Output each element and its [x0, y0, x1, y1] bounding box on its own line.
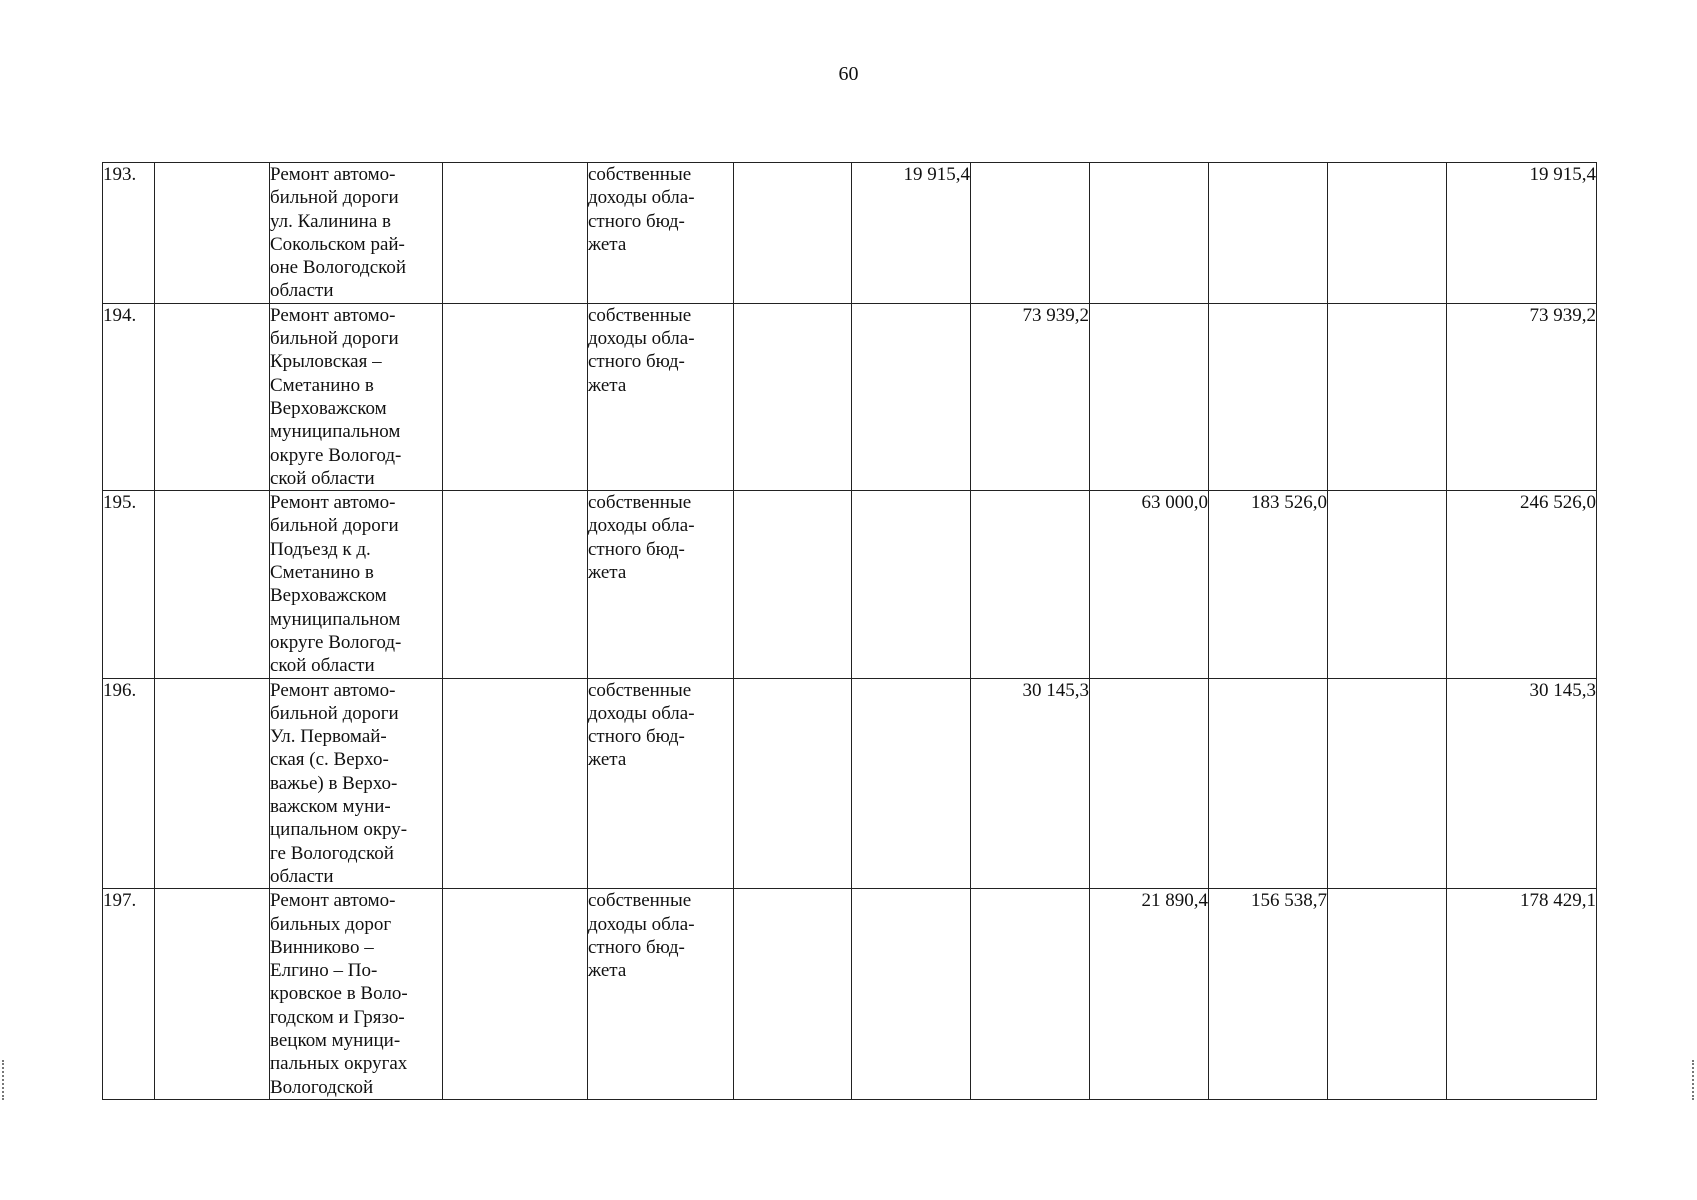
funding-source: собственные доходы обла- стного бюд- жета: [588, 678, 734, 889]
total-value: 178 429,1: [1447, 889, 1597, 1100]
empty-cell: [443, 889, 588, 1100]
funding-source: собственные доходы обла- стного бюд- жета: [588, 491, 734, 678]
empty-cell: [155, 889, 270, 1100]
empty-cell: [734, 491, 852, 678]
object-name: Ремонт автомо- бильной дороги Подъезд к д. Сметанино в Верховажском муниципальном округе Вологод- ской области: [270, 491, 443, 678]
row-number: 194.: [103, 303, 155, 490]
year-value: [971, 163, 1090, 304]
year-value: [852, 889, 971, 1100]
year-value: 30 145,3: [971, 678, 1090, 889]
year-value: [1328, 678, 1447, 889]
year-value: 73 939,2: [971, 303, 1090, 490]
empty-cell: [734, 163, 852, 304]
object-name: Ремонт автомо- бильной дороги Крыловская – Сметанино в Верховажском муниципальном округе Вологод- ской области: [270, 303, 443, 490]
table-row: [103, 303, 1597, 490]
total-value: 19 915,4: [1447, 163, 1597, 304]
year-value: [1328, 303, 1447, 490]
empty-cell: [155, 303, 270, 490]
year-value: [1090, 163, 1209, 304]
empty-cell: [443, 491, 588, 678]
empty-cell: [443, 303, 588, 490]
year-value: [971, 889, 1090, 1100]
empty-cell: [155, 163, 270, 304]
year-value: [971, 491, 1090, 678]
empty-cell: [734, 303, 852, 490]
total-value: 30 145,3: [1447, 678, 1597, 889]
row-number: 195.: [103, 491, 155, 678]
scan-edge-mark-right: [1692, 1060, 1696, 1100]
year-value: [1090, 303, 1209, 490]
year-value: 21 890,4: [1090, 889, 1209, 1100]
year-value: [1209, 678, 1328, 889]
budget-table: [102, 162, 1597, 1100]
row-number: 197.: [103, 889, 155, 1100]
table-row: [103, 889, 1597, 1100]
year-value: 19 915,4: [852, 163, 971, 304]
empty-cell: [443, 163, 588, 304]
year-value: [1209, 303, 1328, 490]
object-name: Ремонт автомо- бильной дороги Ул. Первомай- ская (с. Верхо- важье) в Верхо- важском муни- ципальном окру- ге Вологодской области: [270, 678, 443, 889]
page-number: 60: [838, 63, 859, 85]
year-value: [1328, 889, 1447, 1100]
total-value: 73 939,2: [1447, 303, 1597, 490]
empty-cell: [443, 678, 588, 889]
object-name: Ремонт автомо- бильной дороги ул. Калинина в Сокольском рай- оне Вологодской области: [270, 163, 443, 304]
table-row: [103, 163, 1597, 304]
year-value: [1328, 163, 1447, 304]
total-value: 246 526,0: [1447, 491, 1597, 678]
object-name: Ремонт автомо- бильных дорог Винниково – Елгино – По- кровское в Воло- годском и Грязо- вецком муници- пальных округах Вологодской: [270, 889, 443, 1100]
year-value: 183 526,0: [1209, 491, 1328, 678]
scan-edge-mark-left: [2, 1060, 6, 1100]
row-number: 196.: [103, 678, 155, 889]
empty-cell: [734, 678, 852, 889]
empty-cell: [155, 491, 270, 678]
funding-source: собственные доходы обла- стного бюд- жета: [588, 889, 734, 1100]
year-value: [1328, 491, 1447, 678]
empty-cell: [155, 678, 270, 889]
year-value: [852, 303, 971, 490]
table-row: [103, 491, 1597, 678]
funding-source: собственные доходы обла- стного бюд- жета: [588, 303, 734, 490]
year-value: [852, 491, 971, 678]
year-value: [1209, 163, 1328, 304]
row-number: 193.: [103, 163, 155, 304]
empty-cell: [734, 889, 852, 1100]
year-value: 63 000,0: [1090, 491, 1209, 678]
funding-source: собственные доходы обла- стного бюд- жета: [588, 163, 734, 304]
year-value: 156 538,7: [1209, 889, 1328, 1100]
year-value: [852, 678, 971, 889]
year-value: [1090, 678, 1209, 889]
table-row: [103, 678, 1597, 889]
